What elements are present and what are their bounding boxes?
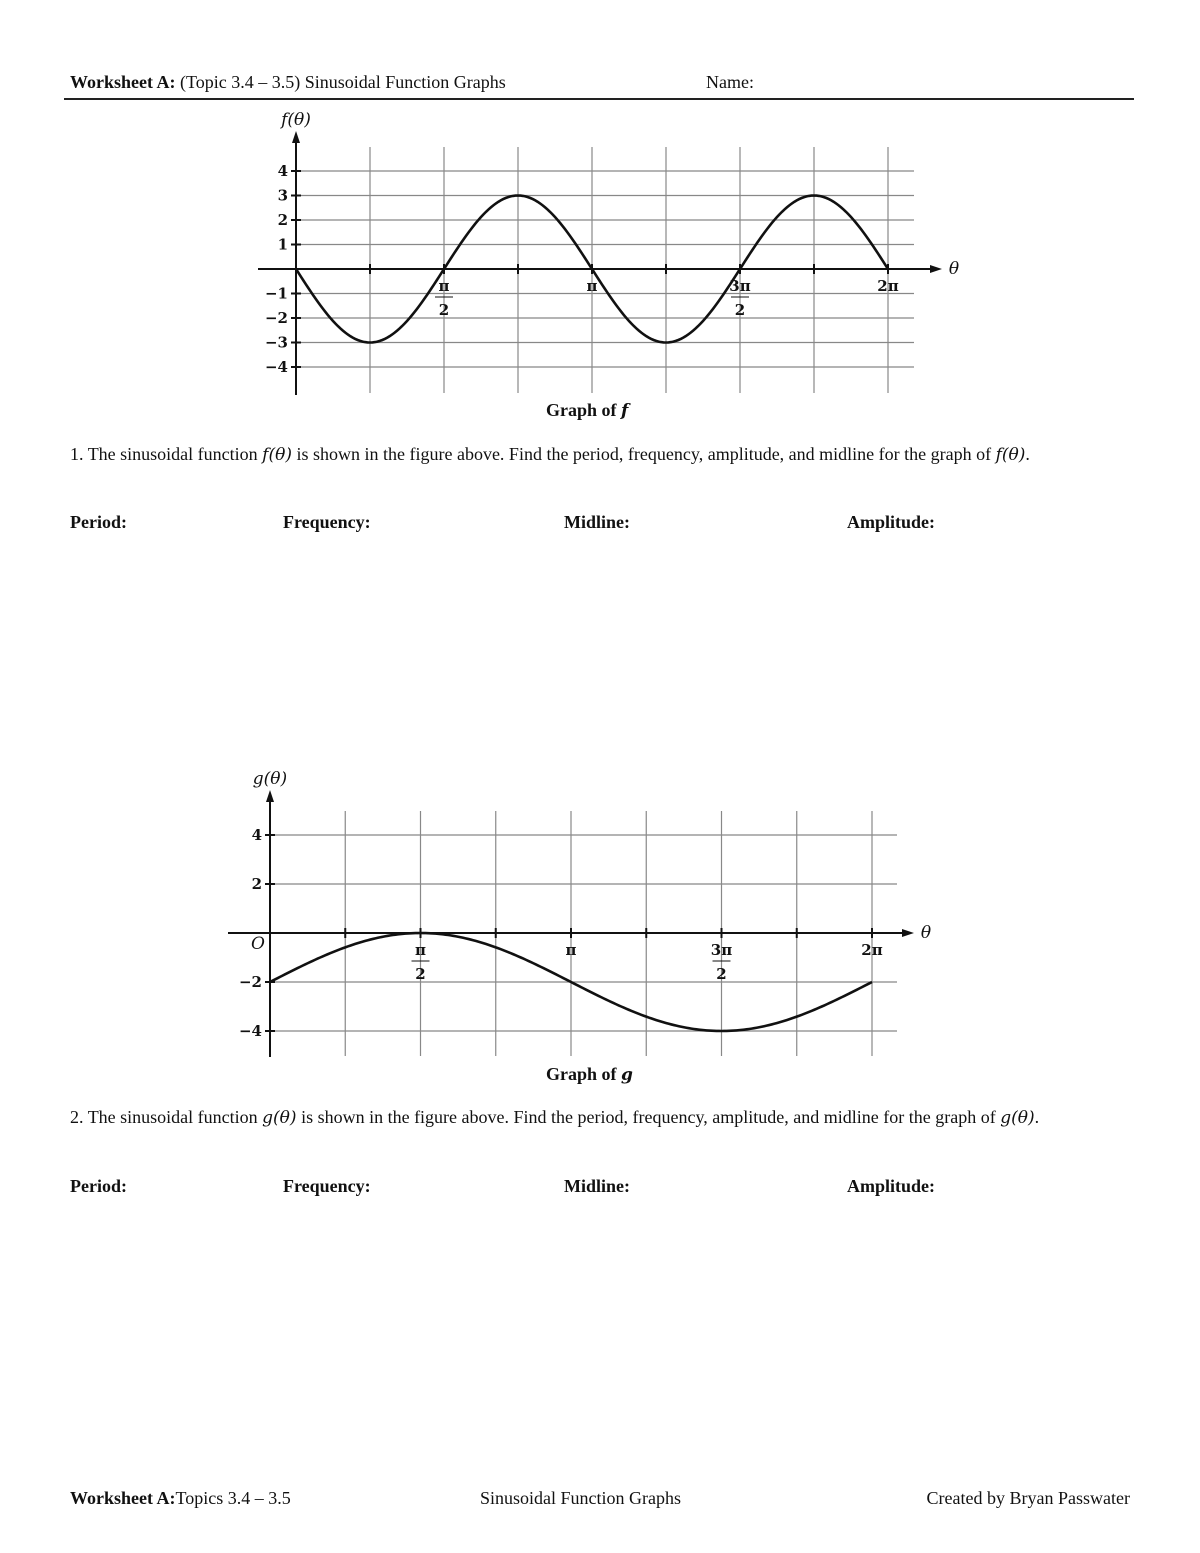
x-tick-label: π [586, 277, 598, 295]
midline-label: Midline: [564, 1176, 630, 1196]
period-label: Period: [70, 1176, 127, 1196]
x-tick-label: π [565, 941, 577, 959]
y-tick-label: −4 [238, 1022, 262, 1040]
y-axis-label: f(θ) [281, 110, 311, 130]
y-tick-label: −2 [264, 309, 288, 327]
x-tick-label-num: 3π [729, 277, 751, 295]
x-tick-label: 2π [861, 941, 883, 959]
name-label: Name: [706, 72, 754, 92]
amplitude-label: Amplitude: [847, 1176, 936, 1196]
footer-left: Worksheet A: Topics 3.4 – 3.5 [70, 1488, 291, 1508]
footer-center: Sinusoidal Function Graphs [480, 1488, 681, 1508]
midline-label: Midline: [564, 512, 630, 532]
y-axis-arrow [266, 790, 274, 802]
graph-g-caption: Graph of g [546, 1064, 633, 1085]
amplitude-label: Amplitude: [847, 512, 936, 532]
graph-f [240, 100, 960, 400]
y-tick-label: −4 [264, 358, 288, 376]
page-footer [70, 1488, 1130, 1512]
x-axis-label: θ [920, 923, 932, 943]
question-2-answer-labels [70, 1176, 1130, 1200]
y-tick-label: 4 [251, 826, 262, 844]
y-tick-label: −1 [264, 284, 288, 303]
y-tick-label: 2 [277, 211, 288, 229]
y-tick-label: 3 [277, 186, 288, 205]
x-tick-label-den: 2 [734, 301, 746, 319]
x-tick-label-num: π [438, 277, 450, 295]
frequency-label: Frequency: [283, 512, 371, 532]
worksheet-title: Worksheet A: (Topic 3.4 – 3.5) Sinusoidal Function Graphs [70, 72, 506, 92]
x-tick-label: 2π [877, 277, 899, 295]
graph-f-caption: Graph of f [546, 400, 629, 421]
question-2: 2. The sinusoidal function g(θ) is shown in the figure above. Find the period, frequency, amplitude, and midline for the graph of g(θ). [70, 1107, 1040, 1128]
question-1: 1. The sinusoidal function f(θ) is shown in the figure above. Find the period, frequency, amplitude, and midline for the graph of f(θ). [70, 444, 1030, 465]
y-axis-label: g(θ) [252, 769, 288, 789]
y-tick-label: −3 [264, 333, 288, 352]
graph-g [220, 762, 940, 1062]
y-tick-label: 4 [277, 162, 288, 180]
question-1-answer-labels [70, 512, 1130, 536]
origin-label: O [251, 934, 265, 954]
x-axis-arrow [930, 265, 942, 273]
x-axis-label: θ [948, 259, 960, 279]
x-tick-label-den: 2 [415, 965, 426, 983]
y-tick-label: −2 [238, 973, 262, 991]
y-axis-arrow [292, 131, 300, 143]
y-tick-label: 2 [251, 875, 262, 893]
period-label: Period: [70, 512, 127, 532]
x-tick-label-den: 2 [716, 965, 727, 983]
x-tick-label-num: π [415, 941, 426, 959]
y-tick-label: 1 [277, 235, 288, 254]
x-axis-arrow [902, 929, 914, 937]
x-tick-label-den: 2 [438, 301, 450, 319]
x-tick-label-num: 3π [710, 941, 733, 959]
footer-right: Created by Bryan Passwater [926, 1488, 1130, 1508]
frequency-label: Frequency: [283, 1176, 371, 1196]
